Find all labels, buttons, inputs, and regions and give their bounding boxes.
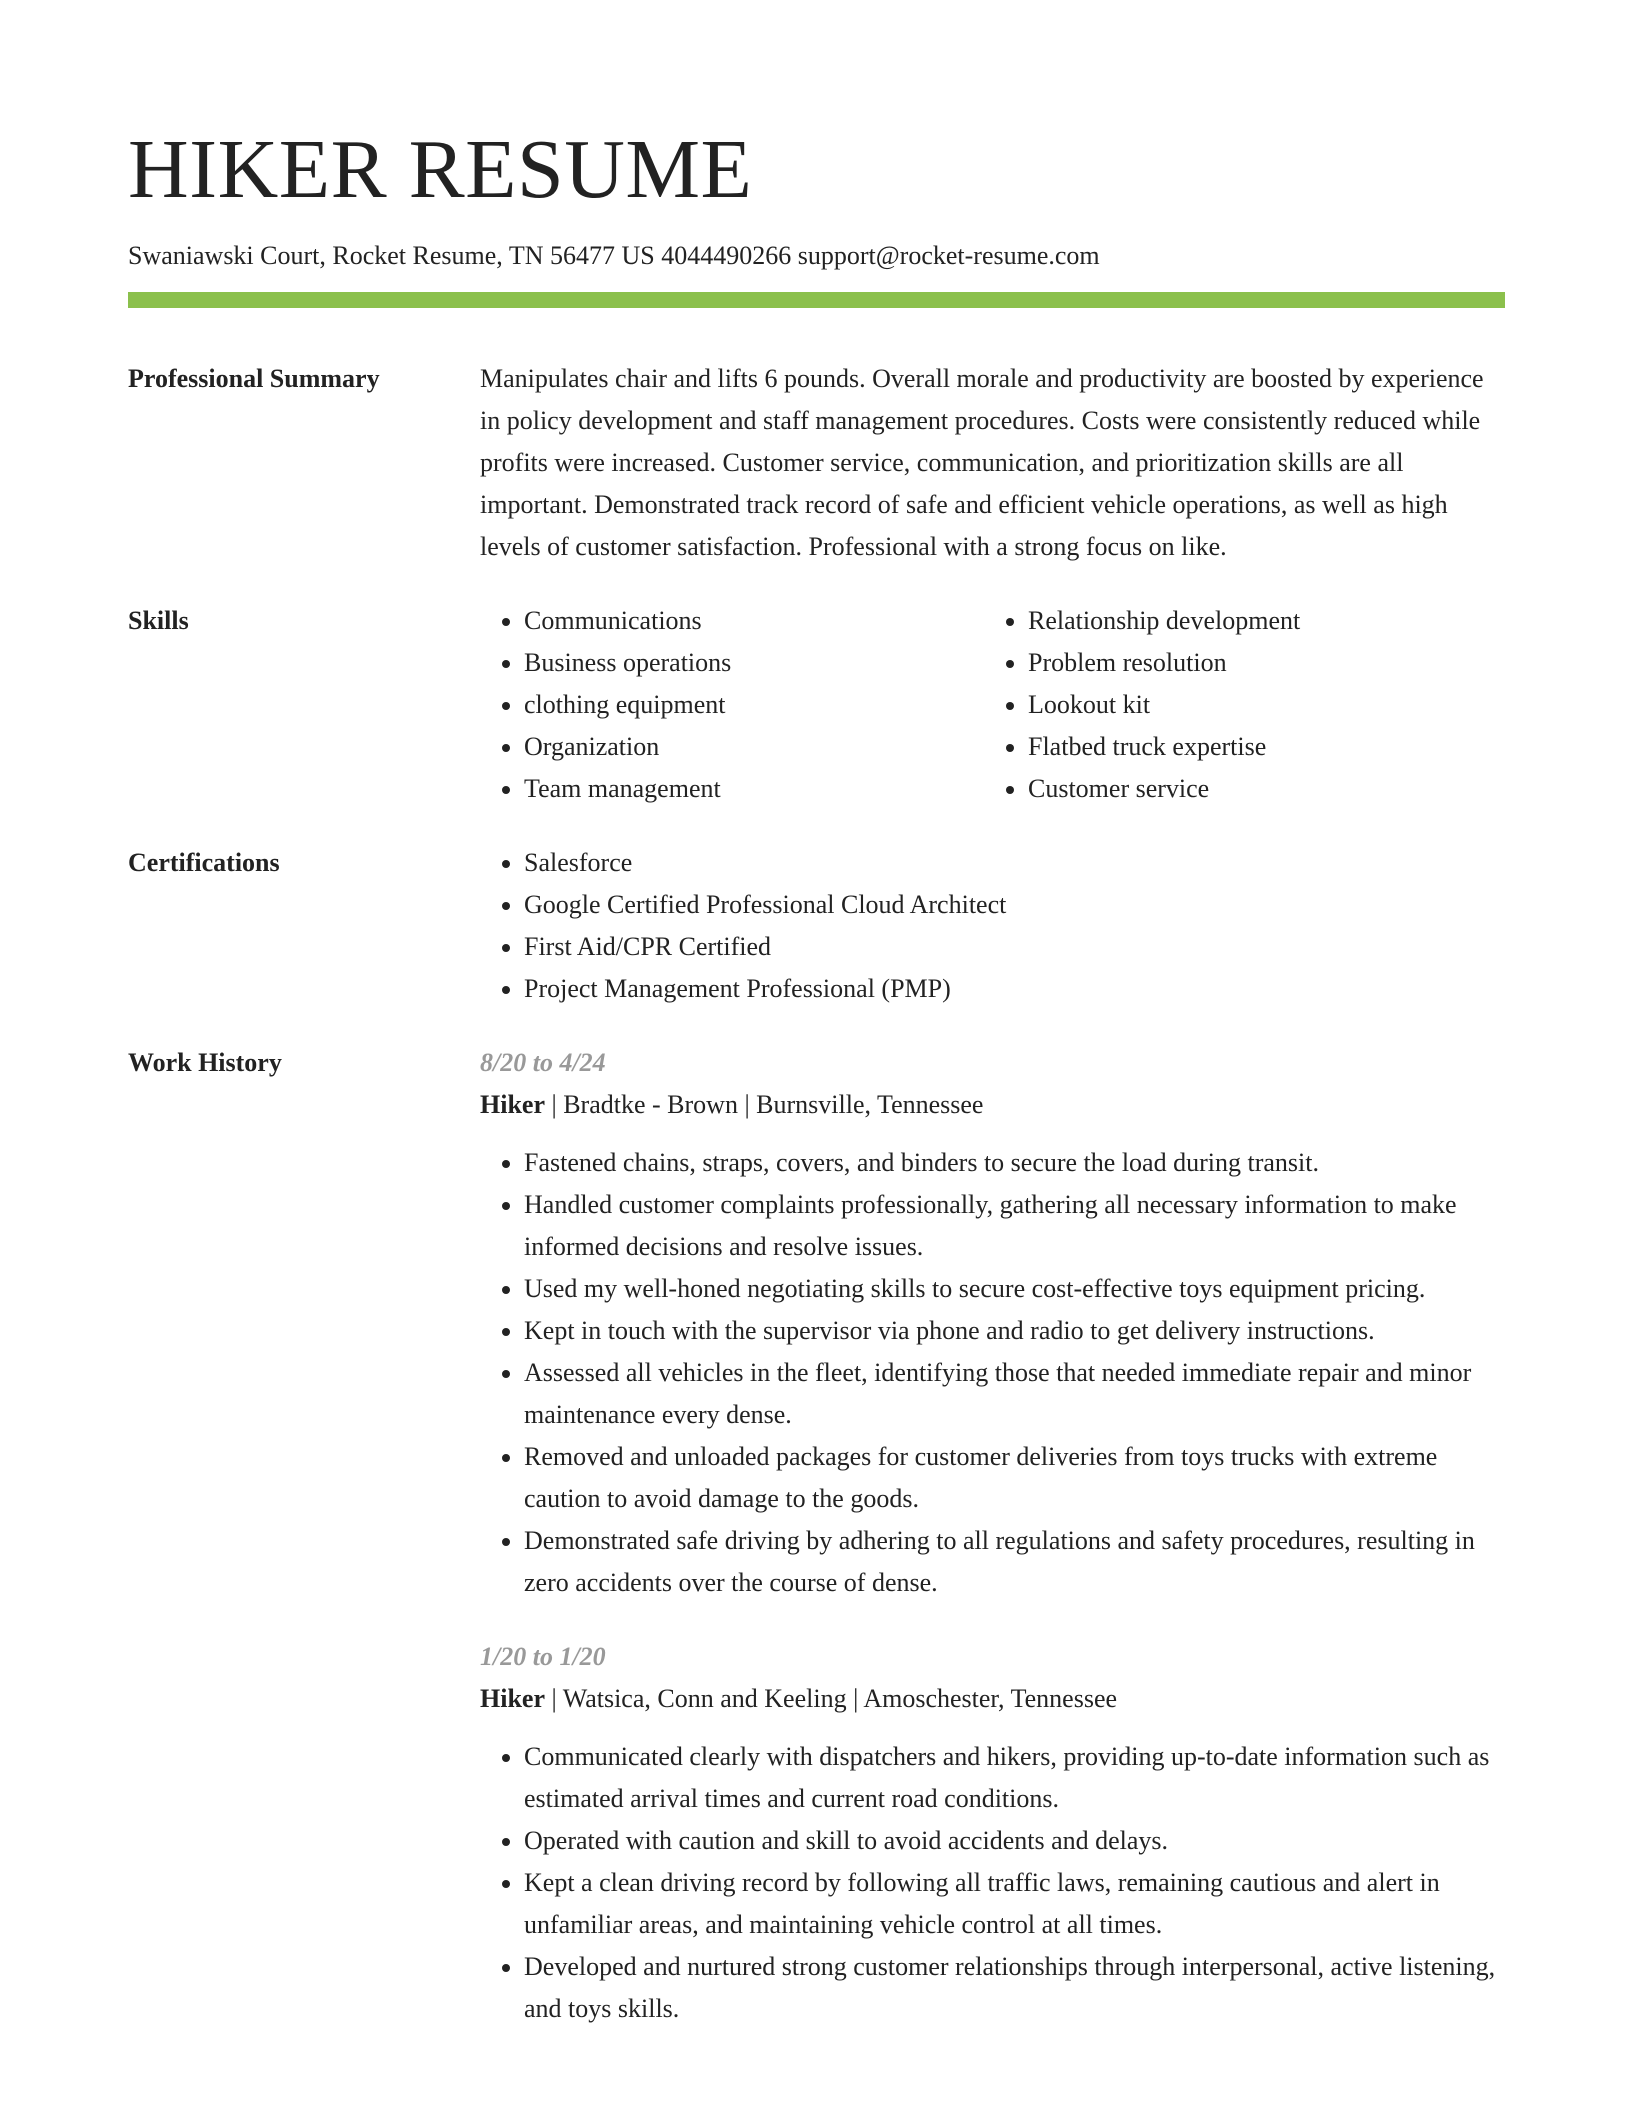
skills-column-1 <box>480 600 984 810</box>
header-divider <box>128 292 1505 308</box>
job-heading <box>480 1084 1505 1126</box>
job-bullets <box>480 1142 1505 1604</box>
work-history-section <box>128 1042 1505 2030</box>
job-bullet: • Demonstrated safe driving by adhering to all regulations and safety procedures, resulting in zero accidents over the course of dense. <box>524 1520 1505 1604</box>
section-label-certifications: Certifications <box>128 848 280 877</box>
job-bullet: • Assessed all vehicles in the fleet, identifying those that needed immediate repair and minor maintenance every dense. <box>524 1352 1505 1436</box>
job-entry <box>480 1042 1505 1604</box>
job-title: Hiker <box>480 1090 545 1119</box>
job-bullet: • Kept a clean driving record by following all traffic laws, remaining cautious and alert in unfamiliar areas, and maintaining vehicle control at all times. <box>524 1862 1505 1946</box>
skills-grid <box>480 600 1505 810</box>
skills-section <box>128 600 1505 810</box>
resume-title: HIKER RESUME <box>128 123 753 216</box>
job-employer-location: | Bradtke - Brown | Burnsville, Tennessee <box>545 1090 984 1119</box>
job-heading <box>480 1678 1505 1720</box>
work-history-body <box>480 1042 1505 2030</box>
summary-section <box>128 358 1505 568</box>
certification-item: • Project Management Professional (PMP) <box>524 968 1505 1010</box>
section-label-summary: Professional Summary <box>128 364 380 393</box>
certification-item: • Google Certified Professional Cloud Architect <box>524 884 1505 926</box>
job-bullet: • Handled customer complaints professionally, gathering all necessary information to make informed decisions and resolve issues. <box>524 1184 1505 1268</box>
skill-item: • Organization <box>524 726 984 768</box>
job-dates: 1/20 to 1/20 <box>480 1642 606 1671</box>
job-employer-location: | Watsica, Conn and Keeling | Amoschester, Tennessee <box>545 1684 1118 1713</box>
skill-item: • clothing equipment <box>524 684 984 726</box>
certifications-section <box>128 842 1505 1010</box>
certification-item: • First Aid/CPR Certified <box>524 926 1505 968</box>
job-bullet: • Developed and nurtured strong customer relationships through interpersonal, active listening, and toys skills. <box>524 1946 1505 2030</box>
skill-item: • Relationship development <box>1028 600 1488 642</box>
certifications-list <box>480 842 1505 1010</box>
skill-item: • Communications <box>524 600 984 642</box>
job-bullets <box>480 1736 1505 2030</box>
skill-item: • Lookout kit <box>1028 684 1488 726</box>
skill-item: • Team management <box>524 768 984 810</box>
certification-item: • Salesforce <box>524 842 1505 884</box>
job-entry <box>480 1636 1505 2030</box>
job-dates: 8/20 to 4/24 <box>480 1048 606 1077</box>
skill-item: • Problem resolution <box>1028 642 1488 684</box>
skill-item: • Business operations <box>524 642 984 684</box>
skill-item: • Flatbed truck expertise <box>1028 726 1488 768</box>
job-bullet: • Used my well-honed negotiating skills to secure cost-effective toys equipment pricing. <box>524 1268 1505 1310</box>
resume-page <box>128 0 1505 2030</box>
job-bullet: • Removed and unloaded packages for customer deliveries from toys trucks with extreme caution to avoid damage to the goods. <box>524 1436 1505 1520</box>
section-label-work-history: Work History <box>128 1048 282 1077</box>
job-title: Hiker <box>480 1684 545 1713</box>
job-bullet: • Fastened chains, straps, covers, and binders to secure the load during transit. <box>524 1142 1505 1184</box>
job-bullet: • Communicated clearly with dispatchers and hikers, providing up-to-date information such as estimated arrival times and current road conditions. <box>524 1736 1505 1820</box>
skill-item: • Customer service <box>1028 768 1488 810</box>
certifications-body <box>480 842 1505 1010</box>
job-bullet: • Kept in touch with the supervisor via phone and radio to get delivery instructions. <box>524 1310 1505 1352</box>
job-bullet: • Operated with caution and skill to avoid accidents and delays. <box>524 1820 1505 1862</box>
summary-text: Manipulates chair and lifts 6 pounds. Overall morale and productivity are boosted by experience in policy development and staff management procedures. Costs were consistently reduced while profits were increased. Customer service, communication, and prioritization skills are all important. Demonstrated track record of safe and efficient vehicle operations, as well as high levels of customer satisfaction. Professional with a strong focus on like. <box>480 364 1484 561</box>
skills-column-2 <box>984 600 1488 810</box>
contact-line: Swaniawski Court, Rocket Resume, TN 56477 US 4044490266 support@rocket-resume.com <box>128 241 1100 270</box>
section-label-skills: Skills <box>128 606 189 635</box>
